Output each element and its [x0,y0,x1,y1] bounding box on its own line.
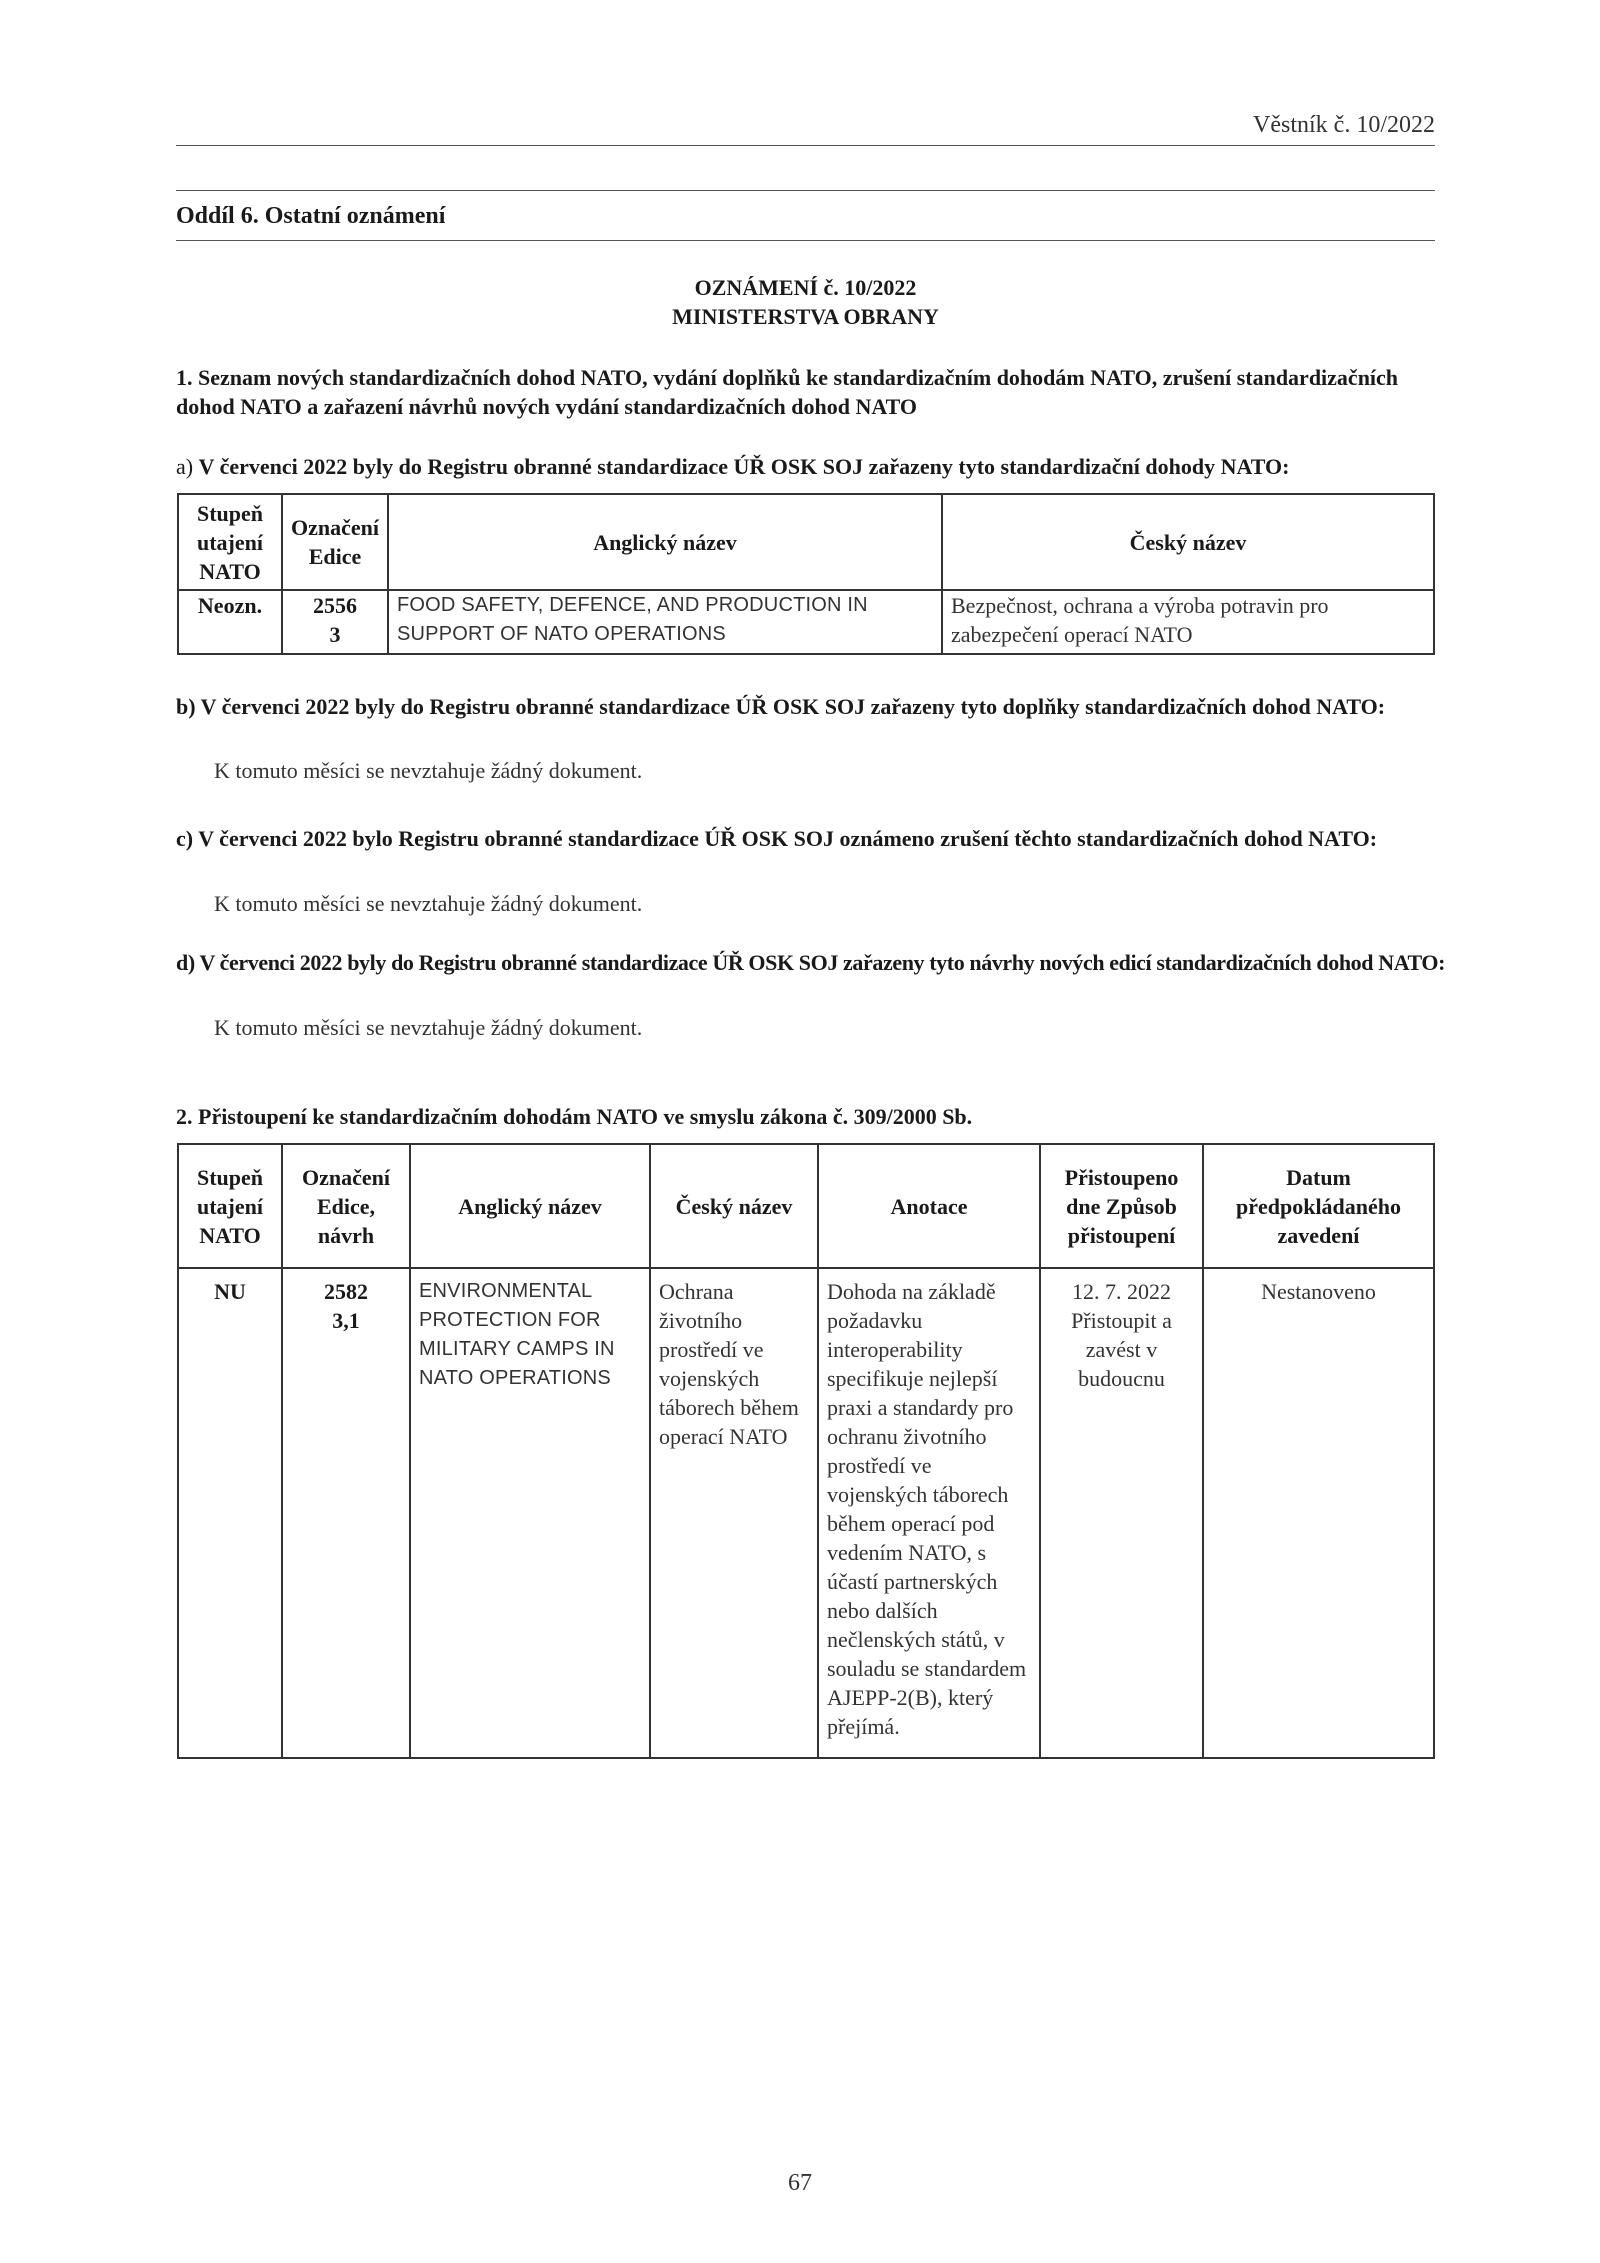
cell-implementation-date: Nestanoveno [1203,1268,1434,1758]
stanag-number: 2556 [313,593,357,618]
table-row [178,590,1434,654]
part1-a-prefix: a) [176,454,194,479]
part1-d-note: K tomuto měsíci se nevztahuje žádný dokument. [214,1015,643,1040]
part1-a-heading [176,452,1435,481]
stanag-edition: 3,1 [332,1308,360,1333]
journal-header: Věstník č. 10/2022 [1253,112,1435,138]
part2-heading: 2. Přistoupení ke standardizačním dohodám NATO ve smyslu zákona č. 309/2000 Sb. [176,1104,973,1129]
notice-ministry: MINISTERSTVA OBRANY [672,304,939,329]
cell-designation [282,1268,410,1758]
part1-b-heading: b) V červenci 2022 byly do Registru obranné standardizace ÚŘ OSK SOJ zařazeny tyto doplňky standardizačních dohod NATO: [176,694,1386,719]
table-row [178,1268,1434,1758]
section-title: Oddíl 6. Ostatní oznámení [176,203,446,229]
col-czech-name: Český název [942,494,1434,590]
cell-accession [1040,1268,1203,1758]
col-designation: Označení Edice, návrh [282,1144,410,1268]
part1-c-heading: c) V červenci 2022 bylo Registru obranné standardizace ÚŘ OSK SOJ oznámeno zrušení těchto standardizačních dohod NATO: [176,826,1378,851]
cell-classification: NU [178,1268,282,1758]
col-czech-name: Český název [650,1144,818,1268]
cell-designation [282,590,388,654]
col-english-name: Anglický název [388,494,942,590]
notice-title: OZNÁMENÍ č. 10/2022 [694,275,917,300]
cell-english-name: ENVIRONMENTAL PROTECTION FOR MILITARY CAMPS IN NATO OPERATIONS [410,1268,650,1758]
col-classification: Stupeň utajení NATO [178,1144,282,1268]
part1-b-note: K tomuto měsíci se nevztahuje žádný dokument. [214,758,643,783]
part1-c-note: K tomuto měsíci se nevztahuje žádný dokument. [214,891,643,916]
cell-english-name: FOOD SAFETY, DEFENCE, AND PRODUCTION IN SUPPORT OF NATO OPERATIONS [388,590,942,654]
accession-method: Přistoupit a zavést v budoucnu [1071,1308,1172,1391]
cell-classification: Neozn. [178,590,282,654]
col-implementation-date: Datum předpokládaného zavedení [1203,1144,1434,1268]
part1-heading: 1. Seznam nových standardizačních dohod NATO, vydání doplňků ke standardizačním dohodám NATO, zrušení standardizačních dohod NATO a zařazení návrhů nových vydání standardizačních dohod NATO [176,365,1399,419]
accession-date: 12. 7. 2022 [1072,1279,1171,1304]
col-english-name: Anglický název [410,1144,650,1268]
stanag-number: 2582 [324,1279,368,1304]
col-classification: Stupeň utajení NATO [178,494,282,590]
accession-table [177,1143,1435,1759]
page-number: 67 [788,2170,812,2196]
part1-a-text: V červenci 2022 byly do Registru obranné standardizace ÚŘ OSK SOJ zařazeny tyto standardizační dohody NATO: [198,454,1290,479]
cell-czech-name: Ochrana životního prostředí ve vojenských táborech během operací NATO [650,1268,818,1758]
agreements-table [177,493,1435,655]
header-rule [176,145,1435,146]
section-rule-bottom [176,240,1435,241]
cell-annotation: Dohoda na základě požadavku interoperability specifikuje nejlepší praxi a standardy pro ochranu životního prostředí ve vojenských táborech během operací pod vedením NATO, s účastí partnerských nebo dalších nečlenských států, v souladu se standardem AJEPP-2(B), který přejímá. [818,1268,1040,1758]
col-annotation: Anotace [818,1144,1040,1268]
cell-czech-name: Bezpečnost, ochrana a výroba potravin pro zabezpečení operací NATO [942,590,1434,654]
col-accession: Přistoupeno dne Způsob přistoupení [1040,1144,1203,1268]
part1-d-heading: d) V červenci 2022 byly do Registru obranné standardizace ÚŘ OSK SOJ zařazeny tyto návrhy nových edicí standardizačních dohod NATO: [176,950,1446,975]
stanag-edition: 3 [329,622,341,647]
col-designation: Označení Edice [282,494,388,590]
section-rule-top [176,190,1435,191]
